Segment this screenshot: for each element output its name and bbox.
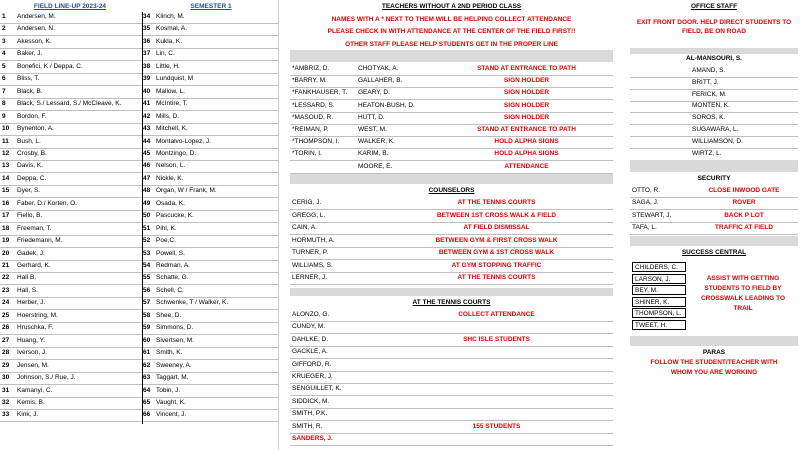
row-divider bbox=[0, 421, 278, 422]
lineup-row-name: Nelson, L. bbox=[156, 162, 186, 170]
lineup-row-number: 5 bbox=[2, 62, 6, 70]
lineup-row-name: Redman, A. bbox=[156, 262, 190, 269]
lineup-row-name: Organ, W / Frank, M. bbox=[156, 187, 217, 195]
lineup-row-number: 29 bbox=[2, 361, 10, 369]
lineup-row-number: 9 bbox=[2, 112, 6, 120]
lineup-row-number: 49 bbox=[143, 199, 151, 207]
office-staff-name: MONTEN, K. bbox=[692, 102, 730, 110]
lineup-row-number: 14 bbox=[2, 174, 10, 182]
lineup-row-name: Lin, C. bbox=[156, 50, 175, 58]
lineup-row-name: Smith, K. bbox=[156, 349, 183, 357]
lineup-row-number: 43 bbox=[143, 125, 151, 133]
lineup-row-number: 28 bbox=[2, 349, 10, 357]
lineup-row-number: 26 bbox=[2, 324, 10, 332]
tennis-header: AT THE TENNIS COURTS bbox=[412, 299, 491, 306]
teacher-name: HUTT, D. bbox=[358, 113, 385, 121]
divider-band bbox=[290, 174, 613, 184]
lineup-row-name: Schell, C. bbox=[156, 286, 184, 294]
lineup-row-name: Baker, J. bbox=[17, 50, 43, 58]
lineup-row-number: 8 bbox=[2, 100, 6, 108]
lineup-row-number: 12 bbox=[2, 149, 10, 157]
lineup-row-name: Poe,C. bbox=[156, 237, 176, 245]
row-divider bbox=[290, 445, 613, 446]
teacher-name: GEARY, D. bbox=[358, 89, 390, 97]
lineup-row-number: 42 bbox=[143, 112, 151, 120]
lineup-row-name: Faber, D./ Korten, O. bbox=[17, 199, 77, 207]
office-staff-panel bbox=[630, 0, 798, 450]
security-header: SECURITY bbox=[697, 175, 731, 182]
tennis-assignment bbox=[380, 322, 613, 332]
office-staff-name: WIRTZ, L. bbox=[692, 149, 722, 157]
lineup-row-name: Bordon, F. bbox=[17, 112, 47, 120]
teacher-assignment: SIGN HOLDER bbox=[503, 101, 550, 109]
office-staff-name: BRITT, J. bbox=[692, 78, 719, 86]
lineup-row-number: 6 bbox=[2, 75, 6, 83]
tennis-assignment bbox=[380, 384, 613, 394]
paras-note: FOLLOW THE STUDENT/TEACHER WITH WHOM YOU ARE WORKING bbox=[650, 359, 778, 376]
lineup-row-name: Sweeney, A. bbox=[156, 361, 192, 369]
teacher-name: *THOMPSON, I. bbox=[292, 138, 340, 146]
lineup-row-number: 47 bbox=[143, 174, 151, 182]
lineup-row-number: 59 bbox=[143, 324, 151, 332]
teacher-assignment: HOLD ALPHA SIGNS bbox=[494, 138, 559, 146]
tennis-staff-name: ALONZO, G. bbox=[292, 311, 330, 318]
tennis-staff-name: KRUEGER, J. bbox=[292, 373, 333, 380]
counselor-name: WILLIAMS, S. bbox=[292, 261, 333, 269]
lineup-row-number: 13 bbox=[2, 162, 10, 170]
lineup-row-name: Kamanyi, C. bbox=[17, 386, 53, 394]
tennis-staff-name: CUNDY, M. bbox=[292, 323, 326, 331]
lineup-row-name: Kink, J. bbox=[17, 411, 39, 419]
security-assignment: CLOSE INWOOD GATE bbox=[708, 187, 780, 194]
lineup-row-number: 35 bbox=[143, 25, 151, 33]
lineup-row-name: Mills, D. bbox=[156, 112, 180, 120]
teacher-name: *TORIN, I. bbox=[292, 150, 322, 158]
security-assignment: BACK P LOT bbox=[724, 211, 764, 219]
lineup-row-name: Black, B. bbox=[17, 87, 43, 95]
lineup-row-number: 37 bbox=[143, 50, 151, 58]
counselor-assignment: AT THE TENNIS COURTS bbox=[457, 274, 536, 281]
lineup-row-name: Hoerstring, M. bbox=[17, 311, 58, 319]
lineup-row-name: Bynenton, A. bbox=[17, 125, 54, 133]
lineup-row-name: Jensen, M. bbox=[17, 361, 49, 369]
divider-band bbox=[630, 236, 798, 246]
office-staff-name: SOROS, K. bbox=[692, 114, 726, 122]
lineup-row-name: Schatte, G. bbox=[156, 274, 189, 282]
lineup-row-number: 61 bbox=[143, 349, 151, 357]
tennis-assignment bbox=[380, 372, 613, 382]
lineup-row-name: Crosby, B. bbox=[17, 149, 47, 157]
lineup-row-number: 62 bbox=[143, 361, 151, 369]
teacher-name: *LESSARD, S. bbox=[292, 101, 335, 109]
lineup-row-number: 66 bbox=[143, 411, 151, 419]
teacher-name: *MASOUD, R. bbox=[292, 113, 334, 121]
lineup-row-name: Osada, K. bbox=[156, 199, 185, 207]
lineup-row-number: 63 bbox=[143, 374, 151, 382]
counselor-name: CERIG, J. bbox=[292, 199, 322, 206]
lineup-row-name: Klinch, M. bbox=[156, 13, 185, 20]
lineup-row-name: Gerhard, K. bbox=[17, 262, 51, 269]
lineup-row-number: 36 bbox=[143, 37, 151, 45]
lineup-row-number: 1 bbox=[2, 13, 6, 20]
lineup-row-number: 64 bbox=[143, 386, 151, 394]
tennis-assignment bbox=[380, 409, 613, 419]
checkin-note: PLEASE CHECK IN WITH ATTENDANCE AT THE CENTER OF THE FIELD FIRST!! bbox=[327, 28, 576, 35]
security-assignment: TRAFFIC AT FIELD bbox=[714, 223, 774, 231]
success-central-note: ASSIST WITH GETTING STUDENTS TO FIELD BY CROSSWALK LEADING TO TRAIL bbox=[700, 275, 786, 312]
lineup-row-name: Montzingo, D. bbox=[156, 149, 197, 157]
counselor-name: GREGG, L. bbox=[292, 211, 326, 219]
divider-band bbox=[630, 160, 798, 172]
counselor-assignment: AT GYM STOPPING TRAFFIC bbox=[451, 261, 542, 269]
teachers-header: TEACHERS WITHOUT A 2ND PERIOD CLASS bbox=[381, 3, 522, 10]
lineup-row-number: 2 bbox=[2, 25, 6, 33]
counselor-name: HORMUTH, A. bbox=[292, 236, 335, 244]
lineup-row-number: 18 bbox=[2, 224, 10, 232]
teacher-name: *BARRY, M. bbox=[292, 77, 327, 85]
success-central-name: BEY, M. bbox=[632, 285, 686, 295]
lineup-row-number: 58 bbox=[143, 311, 151, 319]
counselor-assignment: BETWEEN GYM & 1ST CROSS WALK bbox=[438, 249, 555, 256]
office-staff-name: FERICK, M. bbox=[692, 90, 727, 98]
lineup-row-name: Fiello, B. bbox=[17, 212, 43, 220]
lineup-row-name: Iverson, J. bbox=[17, 349, 47, 357]
teacher-name bbox=[292, 162, 352, 172]
row-divider bbox=[290, 284, 613, 285]
lineup-row-name: Freeman, T. bbox=[17, 224, 52, 232]
field-lineup-panel bbox=[0, 0, 280, 450]
teacher-name: *FANKHAUSER, T. bbox=[292, 89, 348, 97]
office-staff-lead: AL-MANSOURI, S. bbox=[686, 55, 742, 62]
tennis-assignment bbox=[380, 360, 613, 370]
lineup-row-name: Hruschka, F. bbox=[17, 324, 54, 332]
teacher-name: WEST, M. bbox=[358, 126, 387, 133]
lineup-row-name: Nickle, K. bbox=[156, 174, 184, 182]
lineup-row-name: Dyer, S. bbox=[17, 187, 41, 195]
lineup-row-name: Bliss, T. bbox=[17, 75, 40, 83]
lineup-row-name: Deppa, C. bbox=[17, 174, 47, 182]
teacher-assignment: SIGN HOLDER bbox=[503, 77, 550, 85]
lineup-row-number: 55 bbox=[143, 274, 151, 282]
lineup-row-number: 57 bbox=[143, 299, 151, 307]
divider-band bbox=[630, 336, 798, 346]
lineup-row-number: 52 bbox=[143, 237, 151, 245]
lineup-row-name: Akesson, K. bbox=[17, 37, 52, 45]
lineup-row-name: Little, H. bbox=[156, 62, 180, 70]
lineup-row-name: Kukla, K. bbox=[156, 37, 183, 45]
counselor-assignment: BETWEEN 1ST CROSS WALK & FIELD bbox=[436, 211, 557, 219]
teacher-name: WALKER, K. bbox=[358, 138, 395, 146]
security-staff-name: OTTO, R. bbox=[632, 187, 661, 194]
security-staff-name: SAGA, J. bbox=[632, 199, 659, 207]
lineup-row-number: 22 bbox=[2, 274, 10, 282]
tennis-staff-name: SANDERS, J. bbox=[292, 435, 333, 442]
teacher-name: *AMBRIZ, D. bbox=[292, 65, 330, 72]
lineup-row-number: 16 bbox=[2, 199, 10, 207]
semester-header: SEMESTER 1 bbox=[190, 3, 232, 10]
lineup-row-number: 39 bbox=[143, 75, 151, 83]
counselor-name: TURNER, P. bbox=[292, 249, 328, 256]
tennis-staff-name: GIFFORD, R. bbox=[292, 360, 332, 368]
lineup-row-number: 25 bbox=[2, 311, 10, 319]
lineup-row-name: Johnson, S./ Rue, J. bbox=[17, 374, 76, 382]
lineup-row-number: 44 bbox=[143, 137, 151, 145]
lineup-row-number: 15 bbox=[2, 187, 10, 195]
lineup-row-number: 54 bbox=[143, 262, 151, 269]
lineup-row-name: Gadek, J. bbox=[17, 249, 45, 257]
lineup-row-name: Mitchell, K. bbox=[156, 125, 188, 133]
lineup-row-number: 50 bbox=[143, 212, 151, 220]
lineup-row-name: Black, S./ Lessard, S./ McCleave, K. bbox=[17, 100, 122, 108]
lineup-row-number: 27 bbox=[2, 336, 10, 344]
lineup-row-name: Shee, D. bbox=[156, 311, 182, 319]
lineup-row-number: 34 bbox=[143, 13, 151, 20]
tennis-assignment bbox=[380, 434, 613, 444]
lineup-row-name: Schwenke, T / Walker, K. bbox=[156, 299, 229, 307]
lineup-row-number: 4 bbox=[2, 50, 6, 58]
lineup-row-name: Kemis, B. bbox=[17, 398, 45, 406]
attendance-note: NAMES WITH A * NEXT TO THEM WILL BE HELPING COLLECT ATTENDANCE bbox=[331, 16, 572, 23]
lineup-row-number: 56 bbox=[143, 286, 151, 294]
counselor-assignment: AT FIELD DISMISSAL bbox=[463, 224, 530, 231]
lineup-row-name: Powell, S. bbox=[156, 249, 185, 257]
lineup-row-number: 41 bbox=[143, 100, 151, 108]
lineup-row-name: Vaught, K. bbox=[156, 398, 186, 406]
lineup-row-number: 32 bbox=[2, 398, 10, 406]
tennis-assignment bbox=[380, 397, 613, 407]
lineup-row-number: 38 bbox=[143, 62, 151, 70]
lineup-row-number: 11 bbox=[2, 137, 9, 145]
lineup-row-number: 33 bbox=[2, 411, 10, 419]
success-central-name: LARSON, J. bbox=[632, 274, 686, 284]
tennis-staff-name: GACKLE, A. bbox=[292, 348, 328, 356]
tennis-staff-name: SMITH, P.K. bbox=[292, 410, 328, 418]
paras-header: PARAS bbox=[702, 349, 726, 356]
lineup-row-number: 45 bbox=[143, 149, 151, 157]
divider-band bbox=[290, 288, 613, 296]
office-staff-name: WILLIAMSON, D. bbox=[692, 137, 743, 145]
lineup-row-number: 19 bbox=[2, 237, 10, 245]
teacher-name: GALLAHER, B. bbox=[358, 77, 403, 85]
tennis-assignment: 155 STUDENTS bbox=[472, 422, 521, 430]
office-staff-name: AMAND, S. bbox=[692, 67, 726, 74]
lineup-row-name: Sivertsen, M. bbox=[156, 336, 194, 344]
lineup-row-name: Andersen, M. bbox=[17, 13, 56, 20]
tennis-staff-name: SENGUILLET, K. bbox=[292, 385, 342, 393]
tennis-assignment: SHC ISLE STUDENTS bbox=[463, 335, 530, 343]
teacher-name: *REIMAN, P. bbox=[292, 126, 329, 133]
counselor-name: LERNER, J. bbox=[292, 274, 328, 281]
lineup-row-name: Mallow, L. bbox=[156, 87, 185, 95]
lineup-row-number: 46 bbox=[143, 162, 151, 170]
lineup-row-number: 23 bbox=[2, 286, 10, 294]
teachers-panel bbox=[290, 0, 613, 450]
lineup-row-name: Friedemann, M. bbox=[17, 237, 63, 245]
lineup-row-number: 3 bbox=[2, 37, 6, 45]
success-central-name: TWEET, H. bbox=[632, 320, 686, 330]
lineup-row-name: Pihl, K. bbox=[156, 224, 177, 232]
security-staff-name: STEWART, J. bbox=[632, 211, 672, 219]
tennis-staff-name: SMITH, R. bbox=[292, 422, 323, 430]
office-staff-note: EXIT FRONT DOOR. HELP DIRECT STUDENTS TO FIELD, BE ON ROAD bbox=[636, 19, 792, 35]
lineup-row-name: Kosmal, A. bbox=[156, 25, 188, 33]
lineup-row-name: Hall B. bbox=[17, 274, 37, 282]
lineup-row-number: 48 bbox=[143, 187, 151, 195]
lineup-row-number: 10 bbox=[2, 125, 10, 133]
lineup-row-name: Tobin, J. bbox=[156, 386, 181, 394]
office-staff-name: SUGAWARA, L. bbox=[692, 126, 739, 133]
teacher-assignment: HOLD ALPHA SIGNS bbox=[494, 150, 559, 158]
counselors-header: COUNSELORS bbox=[428, 187, 475, 194]
lineup-row-number: 30 bbox=[2, 374, 10, 382]
lineup-row-number: 40 bbox=[143, 87, 151, 95]
tennis-staff-name: SIDDICK, M. bbox=[292, 397, 330, 405]
success-central-name: THOMPSON, L. bbox=[632, 308, 686, 318]
teacher-assignment: ATTENDANCE bbox=[504, 162, 549, 170]
lineup-row-number: 17 bbox=[2, 212, 10, 220]
lineup-row-number: 20 bbox=[2, 249, 10, 257]
lineup-row-name: Bonefici, K / Deppa, C. bbox=[17, 62, 83, 70]
lineup-row-name: Davis, K. bbox=[17, 162, 44, 170]
lineup-row-name: Bush, L. bbox=[17, 137, 41, 145]
lineup-row-name: Herber, J. bbox=[17, 299, 46, 307]
lineup-row-name: Taggart, M. bbox=[156, 374, 189, 382]
divider-band bbox=[290, 50, 613, 62]
lineup-column-header: FIELD LINE-UP 2023-24 bbox=[33, 3, 107, 10]
success-central-name: SHINER, K. bbox=[632, 297, 686, 307]
success-central-name: CHILDERS, C. bbox=[632, 262, 686, 272]
security-assignment: ROVER bbox=[732, 199, 756, 207]
lineup-row-name: Andersen, N. bbox=[17, 25, 55, 33]
counselor-assignment: AT THE TENNIS COURTS bbox=[457, 199, 536, 206]
lineup-row-number: 31 bbox=[2, 386, 10, 394]
other-staff-note: OTHER STAFF PLEASE HELP STUDENTS GET IN THE PROPER LINE bbox=[345, 41, 558, 48]
lineup-row-number: 60 bbox=[143, 336, 151, 344]
security-staff-name: TAFA, L. bbox=[632, 223, 657, 231]
teacher-name: CHOTYAK, A. bbox=[358, 65, 399, 72]
lineup-row-number: 24 bbox=[2, 299, 10, 307]
lineup-row-number: 7 bbox=[2, 87, 6, 95]
lineup-row-name: Montalvo-Lopez, J. bbox=[156, 137, 211, 145]
tennis-assignment: COLLECT ATTENDANCE bbox=[458, 311, 535, 318]
success-central-header: SUCCESS CENTRAL bbox=[681, 249, 747, 256]
counselor-name: CAIN, A. bbox=[292, 224, 317, 231]
teacher-name: KARIM, B. bbox=[358, 150, 389, 158]
lineup-row-number: 65 bbox=[143, 398, 151, 406]
lineup-row-name: McIntire, T. bbox=[156, 100, 188, 108]
lineup-row-name: Vincent, J. bbox=[156, 411, 187, 419]
row-divider bbox=[630, 234, 798, 235]
lineup-row-number: 51 bbox=[143, 224, 151, 232]
lineup-row-name: Lundquist, M bbox=[156, 75, 194, 83]
lineup-row-name: Huang, Y. bbox=[17, 336, 45, 344]
counselor-assignment: BETWEEN GYM & FIRST CROSS WALK bbox=[435, 236, 558, 244]
teacher-name: HEATON-BUSH, D. bbox=[358, 101, 415, 109]
lineup-row-name: Hall, S. bbox=[17, 286, 38, 294]
teacher-assignment: STAND AT ENTRANCE TO PATH bbox=[477, 65, 576, 72]
office-staff-header: OFFICE STAFF bbox=[690, 3, 738, 10]
teacher-assignment: SIGN HOLDER bbox=[503, 113, 550, 121]
tennis-staff-name: DAHLKE, D. bbox=[292, 335, 329, 343]
teacher-assignment: STAND AT ENTRANCE TO PATH bbox=[477, 126, 576, 133]
lineup-row-number: 21 bbox=[2, 262, 10, 269]
lineup-row-number: 53 bbox=[143, 249, 151, 257]
tennis-assignment bbox=[380, 347, 613, 357]
teacher-name: MOORE, E. bbox=[358, 162, 393, 170]
lineup-row-name: Simmons, D. bbox=[156, 324, 194, 332]
teacher-assignment: SIGN HOLDER bbox=[503, 89, 550, 97]
lineup-row-name: Pascucke, K. bbox=[156, 212, 194, 220]
